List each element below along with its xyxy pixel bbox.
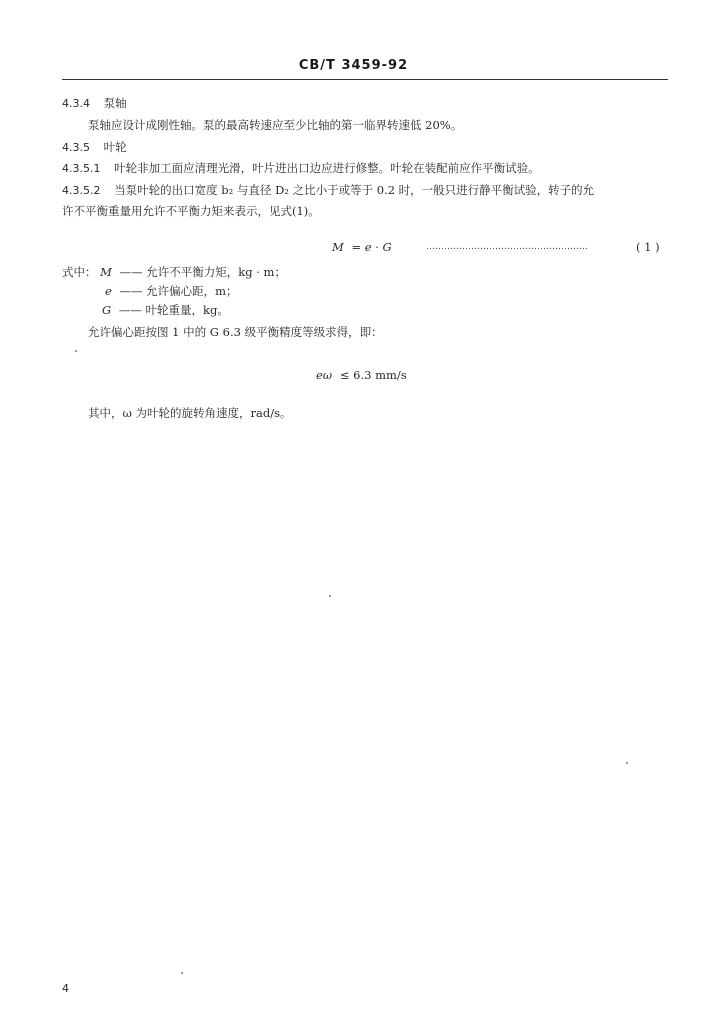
section-number: 4.3.5.2 [62,184,101,197]
symbol-m: M [100,265,112,279]
section-body: 当泵叶轮的出口宽度 b₂ 与直径 D₂ 之比小于或等于 0.2 时，一般只进行静平衡试验，转子的允 [114,183,595,197]
formula-rhs: = e · G [351,240,392,254]
section-4-3-5-1 [62,161,540,176]
section-title: 泵轴 [103,96,127,110]
section-title: 叶轮 [103,140,127,154]
section-4-3-5-2-line2: 许不平衡重量用允许不平衡力矩来表示，见式(1)。 [62,204,320,218]
where-clause-line-e [105,284,238,298]
formula-number: ( 1 ) [636,240,660,254]
formula-2 [316,368,407,382]
section-body: 叶轮非加工面应清理光滑，叶片进出口边应进行修整。叶轮在装配前应作平衡试验。 [114,161,540,175]
symbol-e-desc: —— 允许偏心距，m； [119,284,238,298]
symbol-e: e [105,284,112,298]
section-4-3-5-2-line1 [62,183,594,198]
omega-note: 其中，ω 为叶轮的旋转角速度，rad/s。 [88,406,292,420]
where-clause-line-m [62,265,286,279]
where-clause-line-g [102,303,229,317]
scan-speck [181,972,183,974]
symbol-g-desc: —— 叶轮重量，kg。 [118,303,229,317]
eccentricity-note: 允许偏心距按图 1 中的 G 6.3 级平衡精度等级求得，即： [88,325,383,339]
symbol-m-desc: —— 允许不平衡力矩，kg · m； [119,265,286,279]
section-4-3-4-heading [62,96,127,111]
scan-speck [329,595,331,597]
section-4-3-4-body: 泵轴应设计成刚性轴。泵的最高转速应至少比轴的第一临界转速低 20%。 [88,118,463,132]
formula-lhs: eω [316,368,333,382]
where-intro: 式中： [62,265,97,279]
scan-speck [75,350,77,352]
section-4-3-5-heading [62,140,127,155]
formula-rhs: ≤ 6.3 mm/s [339,368,407,382]
document-code-header: CB/T 3459-92 [298,58,409,73]
symbol-g: G [102,303,112,317]
formula-1 [332,240,392,254]
section-number: 4.3.5 [62,141,90,154]
section-number: 4.3.4 [62,97,90,110]
formula-lhs: M [332,240,344,254]
formula-leader-dots: ……………………………………………… [426,242,588,252]
header-rule [62,79,668,80]
section-number: 4.3.5.1 [62,162,101,175]
scan-speck [626,762,628,764]
page-number: 4 [62,982,69,995]
